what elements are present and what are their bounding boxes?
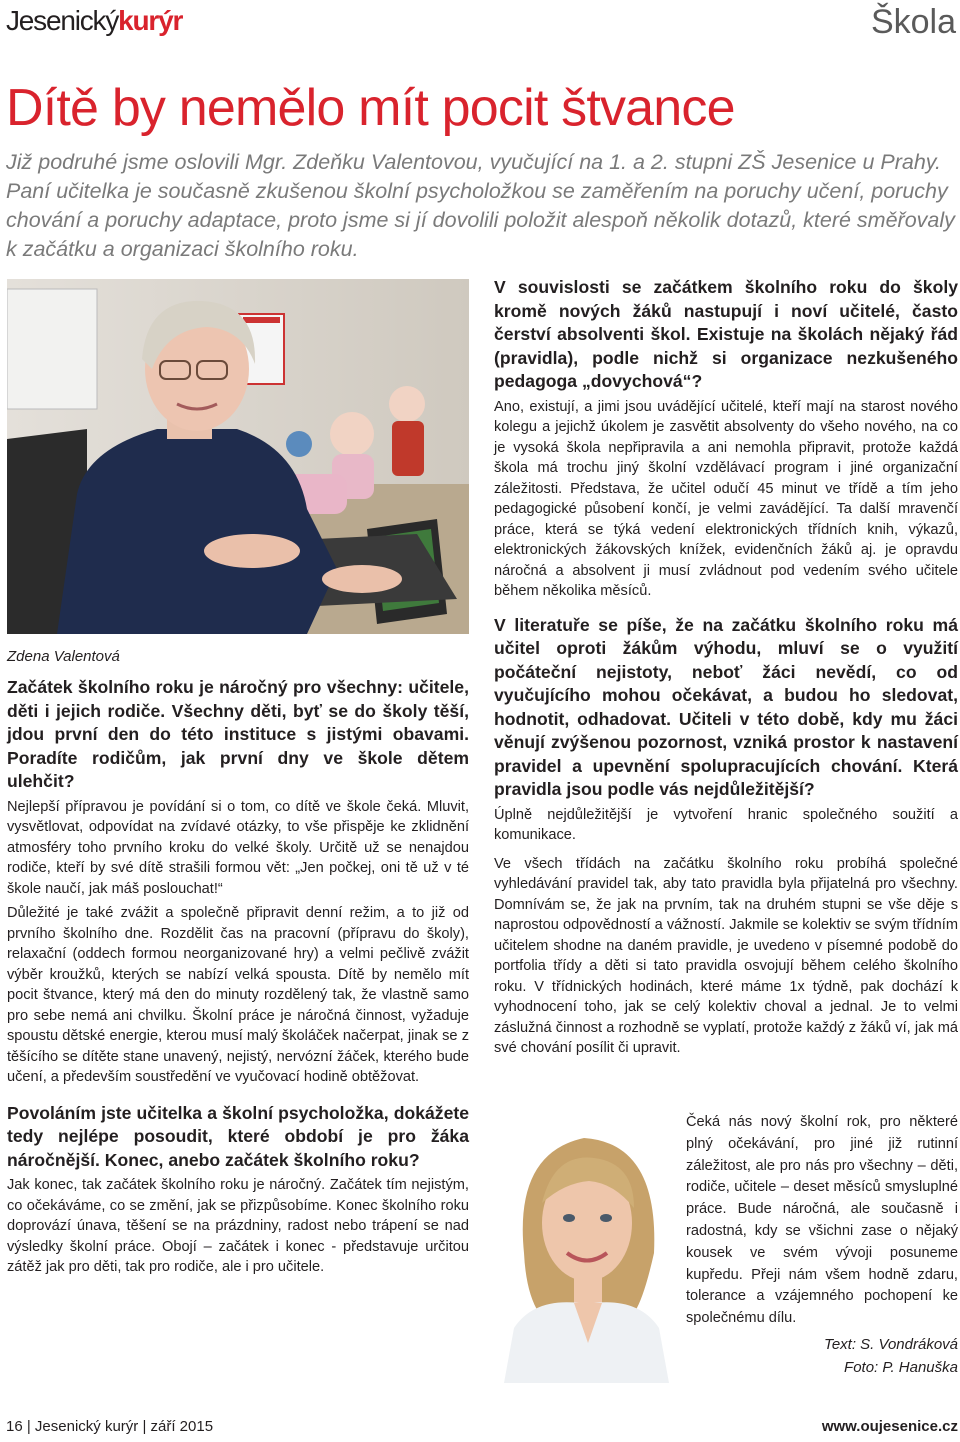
- photo-caption: Zdena Valentová: [7, 648, 120, 665]
- interview-question: Začátek školního roku je náročný pro všechny: učitele, děti i jejich rodiče. Všechny děti, byť se do školy těší, jdou první den do této instituce s jistými obavami. Poradíte rodičům, jak první dny ve škole dětem ulehčit?: [7, 677, 469, 791]
- brand-name-part1: Jesenický: [6, 5, 119, 36]
- page-footer-info: 16 | Jesenický kurýr | září 2015: [6, 1418, 214, 1435]
- interview-question: V souvislosti se začátkem školního roku do školy kromě nových žáků nastupují i noví učitelé, často čerství absolventi škol. Existuje na školách nějaký řád (pravidla), podle nichž si organizace nezkušeného pedagoga „dovychová“?: [494, 277, 958, 391]
- interview-answer: Jak konec, tak začátek školního roku je náročný. Začátek tím nejistým, co očekáváme, co se změní, jak se přizpůsobíme. Konec školního roku doprovází únava, těšení se na prázdniny, radost nebo trápení se nad výsledky školní práce. Obojí – začátek i konec - představuje určitou zátěž jak pro děti, tak pro rodiče, ale i pro učitele.: [7, 1177, 469, 1275]
- interview-question: V literatuře se píše, že na začátku školního roku má učitel oproti žákům výhodu, mluví se o využití počáteční nejistoty, neboť žáci nevědí, co od vyučujícího mohou očekávat, a budou ho sledovat, hodnotit, odhadovat. Učiteli v této době, kdy mu žáci věnují zvýšenou pozornost, vzniká prostor k nastavení pravidel a upevnění spolupracujících chování. Která pravidla jsou podle vás nejdůležitější?: [494, 614, 958, 799]
- closing-paragraph: [686, 1112, 958, 1330]
- masthead-logo: [6, 4, 182, 38]
- interview-answer: Úplně nejdůležitější je vytvoření hranic společného soužití a komunikace.: [494, 806, 958, 843]
- interview-answer: Důležité je také zvážit a společně připravit denní režim, a to již od prvního školního dne. Rozdělit čas na pracovní (přípravu do školy), relaxační (oddech formou neorganizované hry) a velmi pečlivě zvážit výběr kroužků, kterých se nabízí velká spousta. Dítě by nemělo mít pocit štvance, který má den do minuty rozdělený tak, že vlastně samo pro sebe nemá ani chvilku. Školní práce je náročná činnost, vyžaduje spoustu dětské energie, kterou musí malý školáček načerpat, jinak se z těšícího se dítěte stane unavený, nejistý, nervózní žáček, kterého bude učení, a především soustředění ve vyučovací hodině obtěžovat.: [7, 905, 469, 1085]
- website-link[interactable]: www.oujesenice.cz: [821, 1418, 958, 1435]
- closing-text: Čeká nás nový školní rok, pro některé plný očekávání, pro jiné již rutinní záležitost, ale pro nás pro všechny – děti, rodiče, učitele – deset měsíců smysluplné práce. Bude náročná, ale současně i radostná, kdy se všichni zase o nějaký kousek ve svém vývoji posuneme kupředu. Přeji nám všem hodně zdaru, tolerance a vzájemného pochopení ke společnému dílu.: [686, 1114, 958, 1327]
- article-lead: Již podruhé jsme oslovili Mgr. Zdeňku Valentovou, vyučující na 1. a 2. stupni ZŠ Jesenice u Prahy. Paní učitelka je současně zkušenou školní psycholožkou se zaměřením na poruchy učení, poruchy chování a poruchy adaptace, proto jsme si jí dovolili položit alespoň několik dotazů, které směřovaly k začátku a organizaci školního roku.: [6, 150, 955, 261]
- portrait-photo: [494, 1113, 679, 1383]
- portrait-photo-illustration: [494, 1113, 679, 1383]
- text-credit: Text: S. Vondráková: [824, 1336, 958, 1353]
- article-headline: Dítě by nemělo mít pocit štvance: [6, 79, 735, 137]
- interview-answer: Ve všech třídách na začátku školního roku probíhá společné vyhledávání pravidel tak, aby tato pravidla byla přijatelná pro všechny. Domnívám se, že jak na prvním, tak na druhém stupni se vše děje s naprostou odpovědností a vážností. Jakmile se kolektiv se svým třídním učitelem shodne na daném pravidle, je uvedeno v písemné podobě do portfolia třídy a děti si tato pravidla osvojují během celého školního roku. V třídnických hodinách, které máme 1x týdně, pak dochází k vyhodnocení toho, jak se celý kolektiv choval a jednal. Je to velmi záslužná činnost a rozhodně se vyplatí, protože každý z žáků ví, jak má své chování posílit či upravit.: [494, 855, 958, 1056]
- photo-credit: Foto: P. Hanuška: [844, 1359, 958, 1376]
- right-column: [494, 276, 958, 1063]
- teacher-photo: [7, 279, 469, 634]
- interview-answer: Ano, existují, a jimi jsou uvádějící učitelé, kteří mají na starost nového kolegu a jejichž úkolem je zasvětit absolventy do všeho nového, na co je vysoká škola nepřipravila a ani nemohla připravit, protože každá škola má trochu jiný školní vzdělávací program i jiné organizační záležitosti. Představa, že učitel odučí 45 minut ve třídě a tím jeho pedagogické působení končí, je velmi zavádějící. Ta další mravenčí práce, která se týká vedení elektronických třídních knih, výkazů, elektronických žákovských knížek, evidenčních žáků aj. je opravdu náročná a absolvent ji musí zvládnout pod vedením svého učitele během několika měsíců.: [494, 398, 958, 599]
- brand-name-part2: kurýr: [118, 5, 183, 36]
- left-column: [7, 676, 469, 1282]
- interview-answer: Nejlepší přípravou je povídání si o tom, co dítě ve škole čeká. Mluvit, vysvětlovat, odpovídat na zvídavé otázky, to vše přispěje ke zklidnění atmosféry toho prvního kroku do velké školy. Určitě už se nenajdou rodiče, kteří by své dítě strašili formou vět: „Jen počkej, oni tě už v té škole naučí, jak máš poslouchat!“: [7, 798, 469, 897]
- interview-question: Povoláním jste učitelka a školní psycholožka, dokážete tedy nejlépe posoudit, které období je pro žáka náročnější. Konec, anebo začátek školního roku?: [7, 1102, 469, 1170]
- teacher-photo-illustration: [7, 279, 469, 634]
- section-title: Škola: [870, 3, 956, 41]
